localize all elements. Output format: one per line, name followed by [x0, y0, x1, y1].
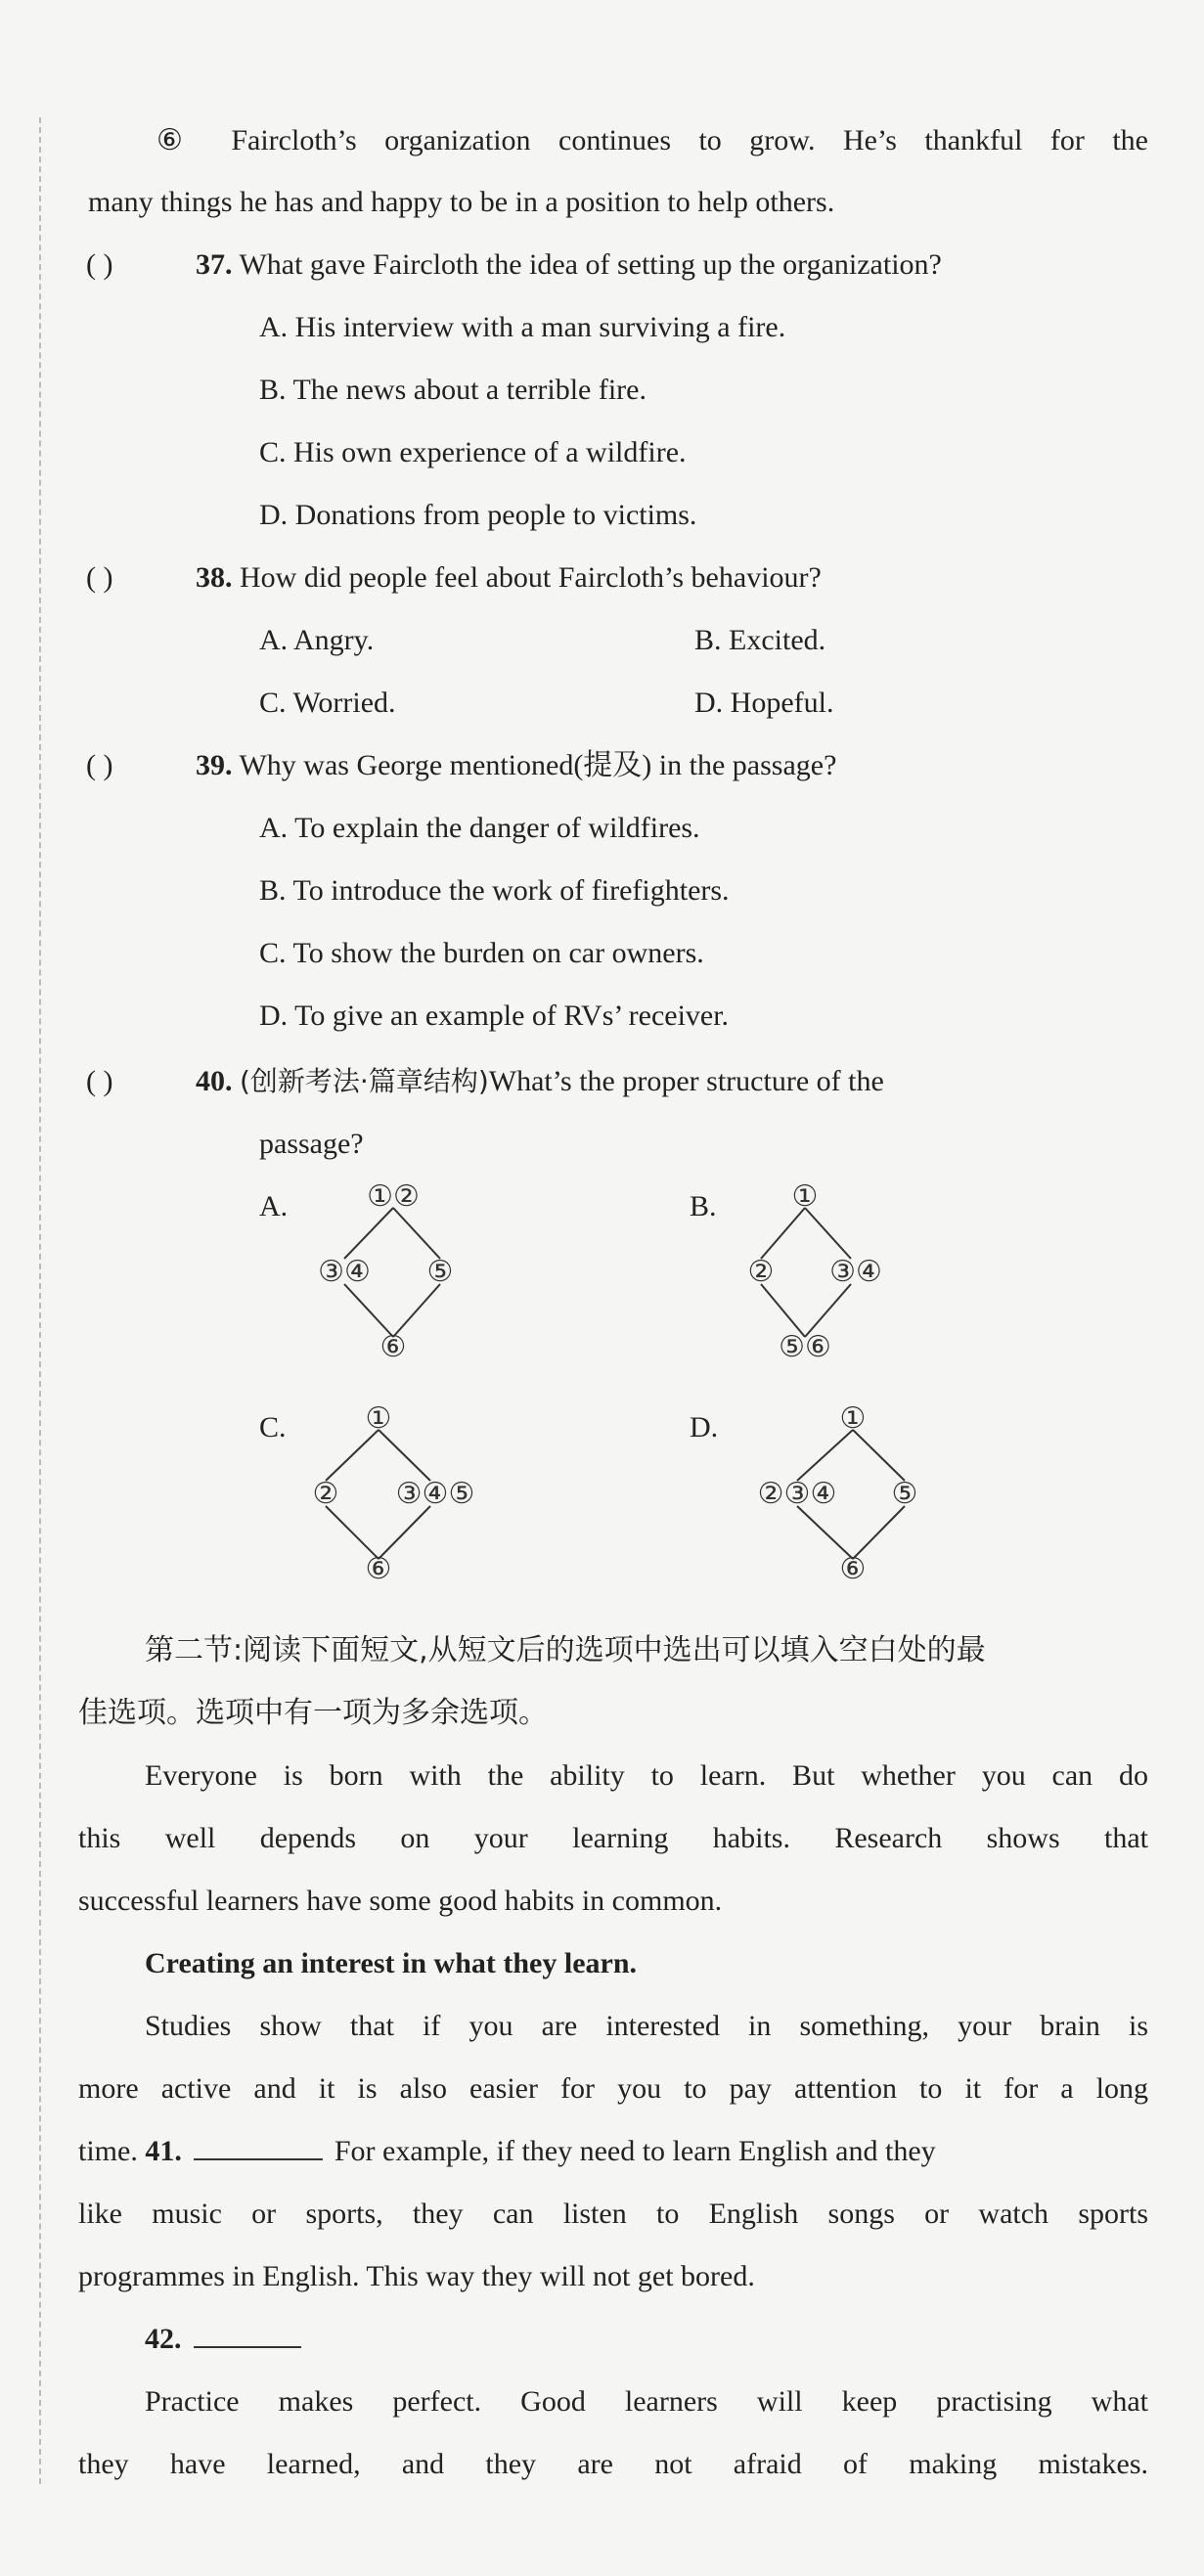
paragraph-line: like music or sports, they can listen to English songs or watch sports — [78, 2198, 1148, 2230]
node-top: ① — [839, 1401, 867, 1436]
node-top: ① — [791, 1179, 819, 1214]
intro-line: this well depends on your learning habits. Research shows that — [78, 1822, 1148, 1854]
node-bottom: ⑤⑥ — [779, 1330, 831, 1364]
connector-line — [393, 1284, 440, 1337]
connector-line — [797, 1430, 853, 1481]
node-left: ②③④ — [757, 1477, 837, 1511]
diagram-c — [293, 1400, 509, 1606]
question-number: 40. — [196, 1065, 233, 1097]
question-number: 38. — [196, 561, 233, 594]
diagram-d-label: D. — [690, 1411, 719, 1443]
connector-line — [379, 1506, 430, 1559]
node-right: ⑤ — [426, 1255, 454, 1289]
fill-blank-42[interactable] — [194, 2321, 301, 2348]
passage-line: many things he has and happy to be in a position to help others. — [88, 186, 835, 218]
node-bottom: ⑥ — [379, 1330, 407, 1364]
question-number: 37. — [196, 248, 233, 281]
question-number: 42. — [145, 2323, 182, 2355]
connector-line — [853, 1506, 905, 1559]
question-stem: Why was George mentioned(提及) in the passage? — [239, 749, 837, 781]
node-left: ② — [312, 1477, 339, 1511]
option-c: C. His own experience of a wildfire. — [259, 436, 687, 468]
diagram-d — [734, 1400, 949, 1606]
question-number: 39. — [196, 749, 233, 781]
connector-line — [393, 1208, 440, 1259]
option-b: B. The news about a terrible fire. — [259, 374, 647, 406]
answer-blank[interactable]: ( ) — [86, 1065, 113, 1097]
node-left: ③④ — [318, 1255, 371, 1289]
paragraph-line: Practice makes perfect. Good learners will keep practising what — [145, 2385, 1148, 2418]
connector-line — [797, 1506, 853, 1559]
option-d: D. Hopeful. — [694, 687, 834, 719]
diagram-a-label: A. — [259, 1190, 289, 1222]
answer-blank[interactable]: ( ) — [86, 749, 113, 781]
option-c: C. To show the burden on car owners. — [259, 937, 704, 969]
question-tag: (创新考法·篇章结构) — [240, 1065, 489, 1097]
node-right: ③④⑤ — [395, 1477, 475, 1511]
connector-line — [344, 1208, 393, 1259]
option-d: D. Donations from people to victims. — [259, 499, 697, 531]
node-bottom: ⑥ — [839, 1552, 867, 1586]
option-c: C. Worried. — [259, 687, 396, 719]
section-instruction: 佳选项。选项中有一项为多余选项。 — [78, 1696, 548, 1730]
paragraph-line — [78, 2132, 936, 2171]
section-heading: Creating an interest in what they learn. — [145, 1947, 638, 1979]
paragraph-line: more active and it is also easier for you to pay attention to it for a long — [78, 2072, 1148, 2105]
connector-line — [805, 1284, 851, 1337]
fill-blank-41[interactable] — [194, 2133, 323, 2160]
option-b: B. To introduce the work of firefighters. — [259, 874, 730, 907]
question-37 — [196, 245, 942, 285]
intro-line: successful learners have some good habits in common. — [78, 1885, 723, 1917]
node-top: ① — [365, 1401, 392, 1436]
question-number: 41. — [145, 2135, 182, 2167]
connector-line — [761, 1208, 805, 1259]
node-top: ①② — [367, 1179, 420, 1214]
node-left: ② — [747, 1255, 775, 1289]
answer-blank[interactable]: ( ) — [86, 561, 113, 594]
connector-line — [853, 1430, 905, 1481]
question-42-line — [145, 2320, 313, 2359]
question-40 — [196, 1062, 884, 1101]
margin-dashed-line — [39, 117, 41, 2484]
paragraph-line: programmes in English. This way they will not get bored. — [78, 2260, 755, 2292]
connector-line — [805, 1208, 851, 1259]
connector-line — [326, 1506, 379, 1559]
paragraph-text: time. — [78, 2135, 138, 2167]
question-stem: How did people feel about Faircloth’s behaviour? — [240, 561, 822, 594]
question-stem: What gave Faircloth the idea of setting up the organization? — [239, 248, 942, 281]
node-bottom: ⑥ — [365, 1552, 392, 1586]
passage-line: ⑥ Faircloth’s organization continues to grow. He’s thankful for the — [156, 124, 1148, 156]
diagram-b-label: B. — [690, 1190, 717, 1222]
paragraph-line: they have learned, and they are not afraid of making mistakes. — [78, 2448, 1148, 2480]
intro-line: Everyone is born with the ability to learn. But whether you can do — [145, 1759, 1148, 1792]
option-a: A. Angry. — [259, 624, 375, 656]
connector-line — [326, 1430, 379, 1481]
option-a: A. His interview with a man surviving a fire. — [259, 311, 786, 343]
paragraph-text: For example, if they need to learn English and they — [334, 2135, 936, 2167]
paragraph-line: Studies show that if you are interested in something, your brain is — [145, 2010, 1148, 2042]
section-instruction: 第二节:阅读下面短文,从短文后的选项中选出可以填入空白处的最 — [145, 1633, 986, 1667]
question-39 — [196, 746, 836, 785]
question-stem: What’s the proper structure of the — [488, 1065, 884, 1097]
option-d: D. To give an example of RVs’ receiver. — [259, 999, 730, 1032]
connector-line — [761, 1284, 805, 1337]
answer-blank[interactable]: ( ) — [86, 248, 113, 281]
question-38 — [196, 558, 822, 598]
connector-line — [379, 1430, 430, 1481]
option-b: B. Excited. — [694, 624, 826, 656]
option-a: A. To explain the danger of wildfires. — [259, 812, 700, 844]
diagram-b — [724, 1178, 919, 1384]
connector-line — [344, 1284, 393, 1337]
question-stem-cont: passage? — [259, 1128, 364, 1160]
node-right: ③④ — [829, 1255, 882, 1289]
node-right: ⑤ — [891, 1477, 918, 1511]
diagram-a — [303, 1178, 518, 1384]
diagram-c-label: C. — [259, 1411, 287, 1443]
